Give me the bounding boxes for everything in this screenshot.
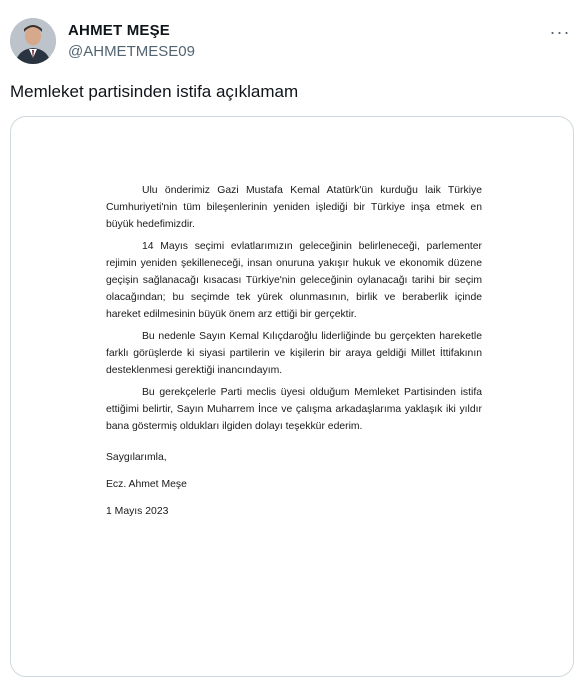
letter-paragraph: Ulu önderimiz Gazi Mustafa Kemal Atatürk'ün kurduğu laik Türkiye Cumhuriyeti'nin tüm bileşenlerinin yeniden işlediği bir Türkiye inşa etmek en büyük hedefimizdir. <box>106 185 482 230</box>
author-handle[interactable]: @AHMETMESE09 <box>68 43 195 60</box>
tweet-image[interactable] <box>10 116 574 677</box>
resignation-letter <box>106 182 482 520</box>
letter-paragraph: Bu gerekçelerle Parti meclis üyesi olduğum Memleket Partisinden istifa ettiğimi belirtir, Sayın Muharrem İnce ve çalışma arkadaşlarıma yaklaşık iki yıldır bana göstermiş oldukları ilgiden dolayı teşekkür ederim. <box>106 387 482 432</box>
letter-signer: Ecz. Ahmet Meşe <box>106 479 187 490</box>
letter-paragraph: 14 Mayıs seçimi evlatlarımızın geleceğinin belirleneceği, parlementer rejimin yeniden şekilleneceği, insan onuruna yakışır hukuk ve ekonomik düzene geçişin sağlanacağı kısacası Türkiye'nin geleceğinin oylanacağı tarihi bir seçim olacağından; bu seçimde tek yürek olunmasının, birlik ve beraberlik içinde hareket edilmesinin büyük önem arz ettiği bir gerçektir. <box>106 241 482 320</box>
tweet-text: Memleket partisinden istifa açıklamam <box>10 82 299 101</box>
letter-closing: Saygılarımla, <box>106 452 167 463</box>
more-icon: ··· <box>549 21 571 42</box>
more-options-button[interactable] <box>546 20 574 44</box>
avatar[interactable] <box>10 18 56 64</box>
author-display-name[interactable]: AHMET MEŞE <box>68 22 171 39</box>
avatar-image <box>10 18 56 64</box>
letter-paragraph: Bu nedenle Sayın Kemal Kılıçdaroğlu liderliğinde bu gerçekten hareketle farklı görüşlerde ki siyasi partilerin ve kişilerin bir araya geldiği Millet İttifakının desteklenmesi gerektiği inancındayım. <box>106 331 482 376</box>
letter-date: 1 Mayıs 2023 <box>106 506 169 517</box>
